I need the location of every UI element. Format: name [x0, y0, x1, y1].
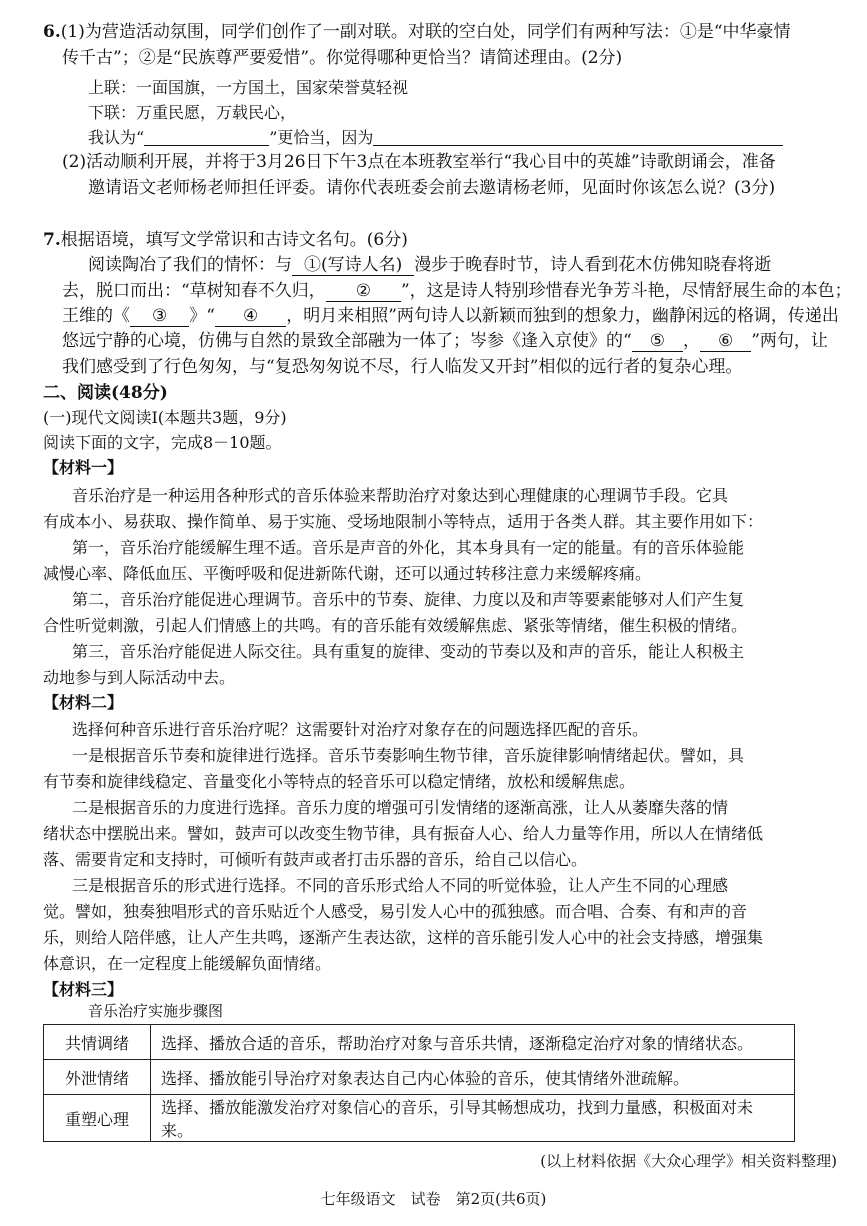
q7-text: 阅读陶冶了我们的情怀：与 — [88, 255, 292, 275]
m2-line: 一是根据音乐节奏和旋律进行选择。音乐节奏影响生物节律，音乐旋律影响情绪起伏。譬如，具 — [72, 746, 745, 765]
table-row — [44, 1025, 795, 1060]
q6-part2-line2: 邀请语文老师杨老师担任评委。请你代表班委会前去邀请杨老师，见面时你该怎么说？(3分) — [88, 178, 776, 198]
q6-answer-mid: ”更恰当，因为 — [269, 128, 374, 147]
material-1-label: 【材料一】 — [43, 458, 124, 477]
q6-lower-couplet: 下联：万重民愿，万载民心， — [88, 103, 297, 122]
q7-line1 — [88, 255, 771, 275]
q7-title-line — [43, 230, 408, 250]
q6-answer-line — [88, 128, 783, 147]
q7-text: ”两句，让 — [751, 331, 828, 351]
q6-reason-blank[interactable] — [373, 129, 783, 146]
m1-line: 第一，音乐治疗能缓解生理不适。音乐是声音的外化，其本身具有一定的能量。有的音乐体验能 — [72, 538, 745, 557]
q6-part1-text1: (1)为营造活动氛围，同学们创作了一副对联。对联的空白处，同学们有两种写法：①是“中华豪情 — [60, 22, 791, 42]
m1-line: 减慢心率、降低血压、平衡呼吸和促进新陈代谢，还可以通过转移注意力来缓解疼痛。 — [43, 564, 652, 583]
m2-line: 绪状态中摆脱出来。譬如，鼓声可以改变生物节律，具有振奋人心、给人力量等作用，所以人在情绪低 — [43, 824, 764, 843]
q7-text: ，明月来相照”两句诗人以新颖而独到的想象力，幽静闲远的格调，传递出 — [286, 306, 839, 326]
m1-line: 有成本小、易获取、操作简单、易于实施、受场地限制小等特点，适用于各类人群。其主要作用如下： — [43, 512, 764, 531]
q6-part2-line1: (2)活动顺利开展，并将于3月26日下午3点在本班教室举行“我心目中的英雄”诗歌朗诵会，准备 — [62, 152, 776, 172]
q7-text: 》“ — [189, 306, 215, 326]
q7-line4 — [62, 331, 828, 351]
q7-blank-6[interactable]: ⑥ — [700, 331, 751, 352]
m1-line: 第二，音乐治疗能促进心理调节。音乐中的节奏、旋律、力度以及和声等要素能够对人们产生复 — [72, 590, 745, 609]
step-name: 重塑心理 — [44, 1095, 151, 1142]
q7-text: 王维的《 — [62, 306, 130, 326]
q7-text: 悠远宁静的心境，仿佛与自然的景致全部融为一体了；岑参《逢入京使》的“ — [62, 331, 632, 351]
section-subtitle: (一)现代文阅读Ⅰ(本题共3题，9分) — [43, 408, 287, 427]
m2-line: 选择何种音乐进行音乐治疗呢？这需要针对治疗对象存在的问题选择匹配的音乐。 — [72, 720, 649, 739]
q7-text: 漫步于晚春时节，诗人看到花木仿佛知晓春将逝 — [414, 255, 772, 275]
q7-text: 去，脱口而出：“草树知春不久归， — [62, 281, 326, 301]
page-footer: 七年级语文 试卷 第2页(共6页) — [320, 1190, 547, 1208]
q6-answer-blank[interactable] — [144, 129, 269, 146]
q7-blank-1[interactable]: ①(写诗人名) — [292, 255, 414, 276]
q7-text: ， — [682, 331, 700, 351]
q7-blank-5[interactable]: ⑤ — [632, 331, 683, 352]
q7-line2 — [62, 281, 852, 301]
q7-blank-4[interactable]: ④ — [215, 306, 286, 327]
material-2-label: 【材料二】 — [43, 693, 124, 712]
q7-blank-3[interactable]: ③ — [130, 306, 189, 327]
q7-title: 根据语境，填写文学常识和古诗文名句。(6分) — [60, 230, 408, 250]
table-row — [44, 1060, 795, 1095]
q6-line2: 传千古”；②是“民族尊严要爱惜”。你觉得哪种更恰当？请简述理由。(2分) — [62, 48, 623, 68]
q7-blank-2[interactable]: ② — [326, 281, 401, 302]
q6-upper-couplet: 上联：一面国旗，一方国土，国家荣誉莫轻视 — [88, 78, 409, 97]
m2-line: 体意识，在一定程度上能缓解负面情绪。 — [43, 954, 332, 973]
q7-line3 — [62, 306, 839, 326]
step-name: 外泄情绪 — [44, 1060, 151, 1095]
m2-line: 有节奏和旋律线稳定、音量变化小等特点的轻音乐可以稳定情绪，放松和缓解焦虑。 — [43, 772, 636, 791]
material-3-label: 【材料三】 — [43, 980, 124, 999]
section-title: 二、阅读(48分) — [43, 383, 168, 403]
source-note: (以上材料依据《大众心理学》相关资料整理) — [540, 1152, 837, 1170]
m2-line: 乐，则给人陪伴感，让人产生共鸣，逐渐产生表达欲，这样的音乐能引发人心中的社会支持感，增强集 — [43, 928, 764, 947]
m1-line: 动地参与到人际活动中去。 — [43, 668, 236, 687]
m1-line: 合性听觉刺激，引起人们情感上的共鸣。有的音乐能有效缓解焦虑、紧张等情绪，催生积极的情绪。 — [43, 616, 748, 635]
q7-number: 7. — [43, 230, 61, 250]
q7-text: ”，这是诗人特别珍惜春光争芳斗艳，尽情舒展生命的本色； — [400, 281, 852, 301]
q6-answer-prefix: 我认为“ — [88, 128, 145, 147]
table-row — [44, 1095, 795, 1142]
steps-caption: 音乐治疗实施步骤图 — [88, 1002, 224, 1020]
q6-number: 6. — [43, 22, 61, 42]
section-instruction: 阅读下面的文字，完成8－10题。 — [43, 433, 282, 452]
m1-line: 音乐治疗是一种运用各种形式的音乐体验来帮助治疗对象达到心理健康的心理调节手段。它具 — [72, 486, 729, 505]
q6-line1 — [43, 22, 791, 42]
step-name: 共情调绪 — [44, 1025, 151, 1060]
steps-table — [43, 1024, 795, 1142]
m1-line: 第三，音乐治疗能促进人际交往。具有重复的旋律、变动的节奏以及和声的音乐，能让人积极主 — [72, 642, 745, 661]
q7-line5: 我们感受到了行色匆匆，与“复恐匆匆说不尽，行人临发又开封”相似的远行者的复杂心理。 — [62, 357, 743, 377]
m2-line: 二是根据音乐的力度进行选择。音乐力度的增强可引发情绪的逐渐高涨，让人从萎靡失落的情 — [72, 798, 729, 817]
m2-line: 三是根据音乐的形式进行选择。不同的音乐形式给人不同的听觉体验，让人产生不同的心理感 — [72, 876, 729, 895]
m2-line: 落、需要肯定和支持时，可倾听有鼓声或者打击乐器的音乐，给自己以信心。 — [43, 850, 588, 869]
step-desc: 选择、播放能激发治疗对象信心的音乐，引导其畅想成功，找到力量感，积极面对未来。 — [151, 1095, 795, 1142]
step-desc: 选择、播放合适的音乐，帮助治疗对象与音乐共情，逐渐稳定治疗对象的情绪状态。 — [151, 1025, 795, 1060]
step-desc: 选择、播放能引导治疗对象表达自己内心体验的音乐，使其情绪外泄疏解。 — [151, 1060, 795, 1095]
m2-line: 觉。譬如，独奏独唱形式的音乐贴近个人感受，易引发人心中的孤独感。而合唱、合奏、有和声的音 — [43, 902, 748, 921]
